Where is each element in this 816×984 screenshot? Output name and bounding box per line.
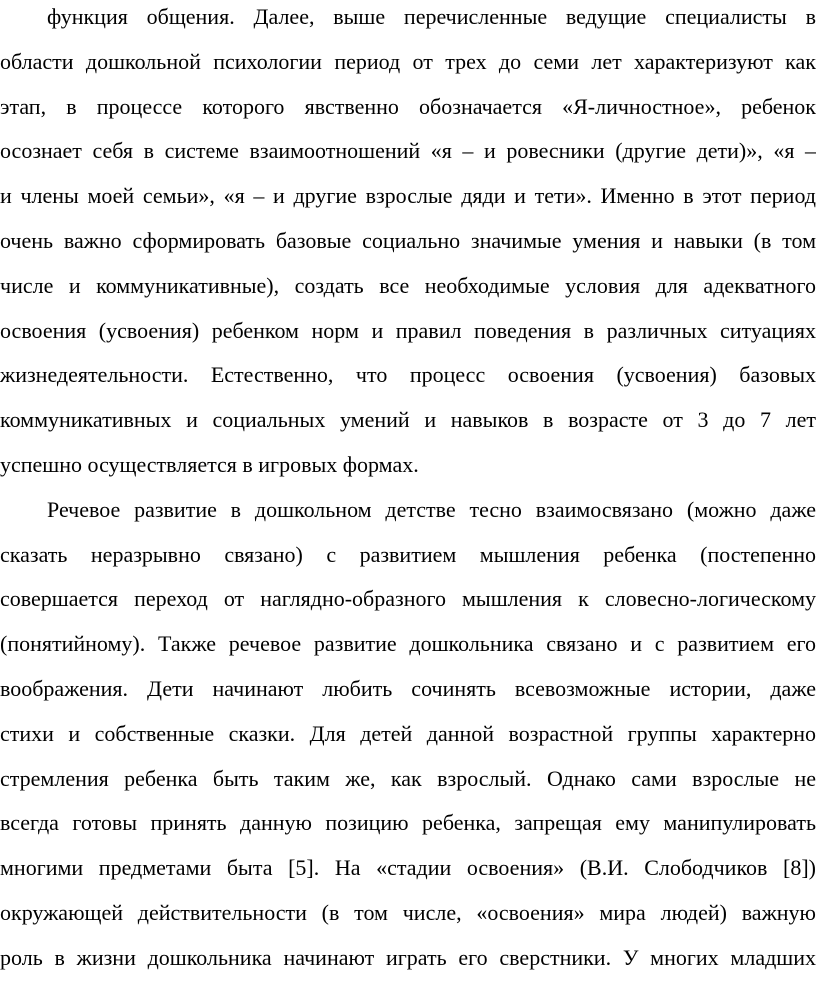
paragraph-2 bbox=[0, 488, 816, 981]
text-line: области дошкольной психологии период от трех до семи лет характеризуют как bbox=[0, 48, 816, 74]
text-line: освоения (усвоения) ребенком норм и правил поведения в различных ситуациях bbox=[0, 317, 816, 343]
text-line: Речевое развитие в дошкольном детстве тесно взаимосвязано (можно даже bbox=[47, 496, 816, 522]
paragraph-1 bbox=[0, 0, 816, 488]
text-line: жизнедеятельности. Естественно, что процесс освоения (усвоения) базовых bbox=[0, 362, 816, 388]
text-line: совершается переход от наглядно-образного мышления к словесно-логическому bbox=[0, 586, 816, 612]
text-line: и члены моей семьи», «я – и другие взрослые дяди и тети». Именно в этот период bbox=[0, 183, 816, 209]
text-line: стихи и собственные сказки. Для детей данной возрастной группы характерно bbox=[0, 720, 816, 746]
text-line: сказать неразрывно связано) с развитием мышления ребенка (постепенно bbox=[0, 541, 816, 567]
text-line: роль в жизни дошкольника начинают играть его сверстники. У многих младших bbox=[0, 944, 816, 970]
text-line: функция общения. Далее, выше перечисленные ведущие специалисты в bbox=[47, 4, 816, 29]
text-line: коммуникативных и социальных умений и навыков в возрасте от 3 до 7 лет bbox=[0, 407, 816, 433]
text-line: очень важно сформировать базовые социально значимые умения и навыки (в том bbox=[0, 227, 816, 253]
text-line: стремления ребенка быть таким же, как взрослый. Однако сами взрослые не bbox=[0, 765, 816, 791]
text-line: числе и коммуникативные), создать все необходимые условия для адекватного bbox=[0, 272, 816, 298]
text-line: (понятийному). Также речевое развитие дошкольника связано и с развитием его bbox=[0, 631, 816, 657]
text-line: воображения. Дети начинают любить сочинять всевозможные истории, даже bbox=[0, 675, 816, 701]
text-line: успешно осуществляется в игровых формах. bbox=[0, 451, 419, 477]
text-line: многими предметами быта [5]. На «стадии освоения» (В.И. Слободчиков [8]) bbox=[0, 855, 816, 881]
text-line: осознает себя в системе взаимоотношений «я – и ровесники (другие дети)», «я – bbox=[0, 138, 816, 164]
text-line: этап, в процессе которого явственно обозначается «Я-личностное», ребенок bbox=[0, 93, 816, 119]
text-line: окружающей действительности (в том числе, «освоения» мира людей) важную bbox=[0, 899, 816, 925]
text-line: всегда готовы принять данную позицию ребенка, запрещая ему манипулировать bbox=[0, 810, 816, 836]
